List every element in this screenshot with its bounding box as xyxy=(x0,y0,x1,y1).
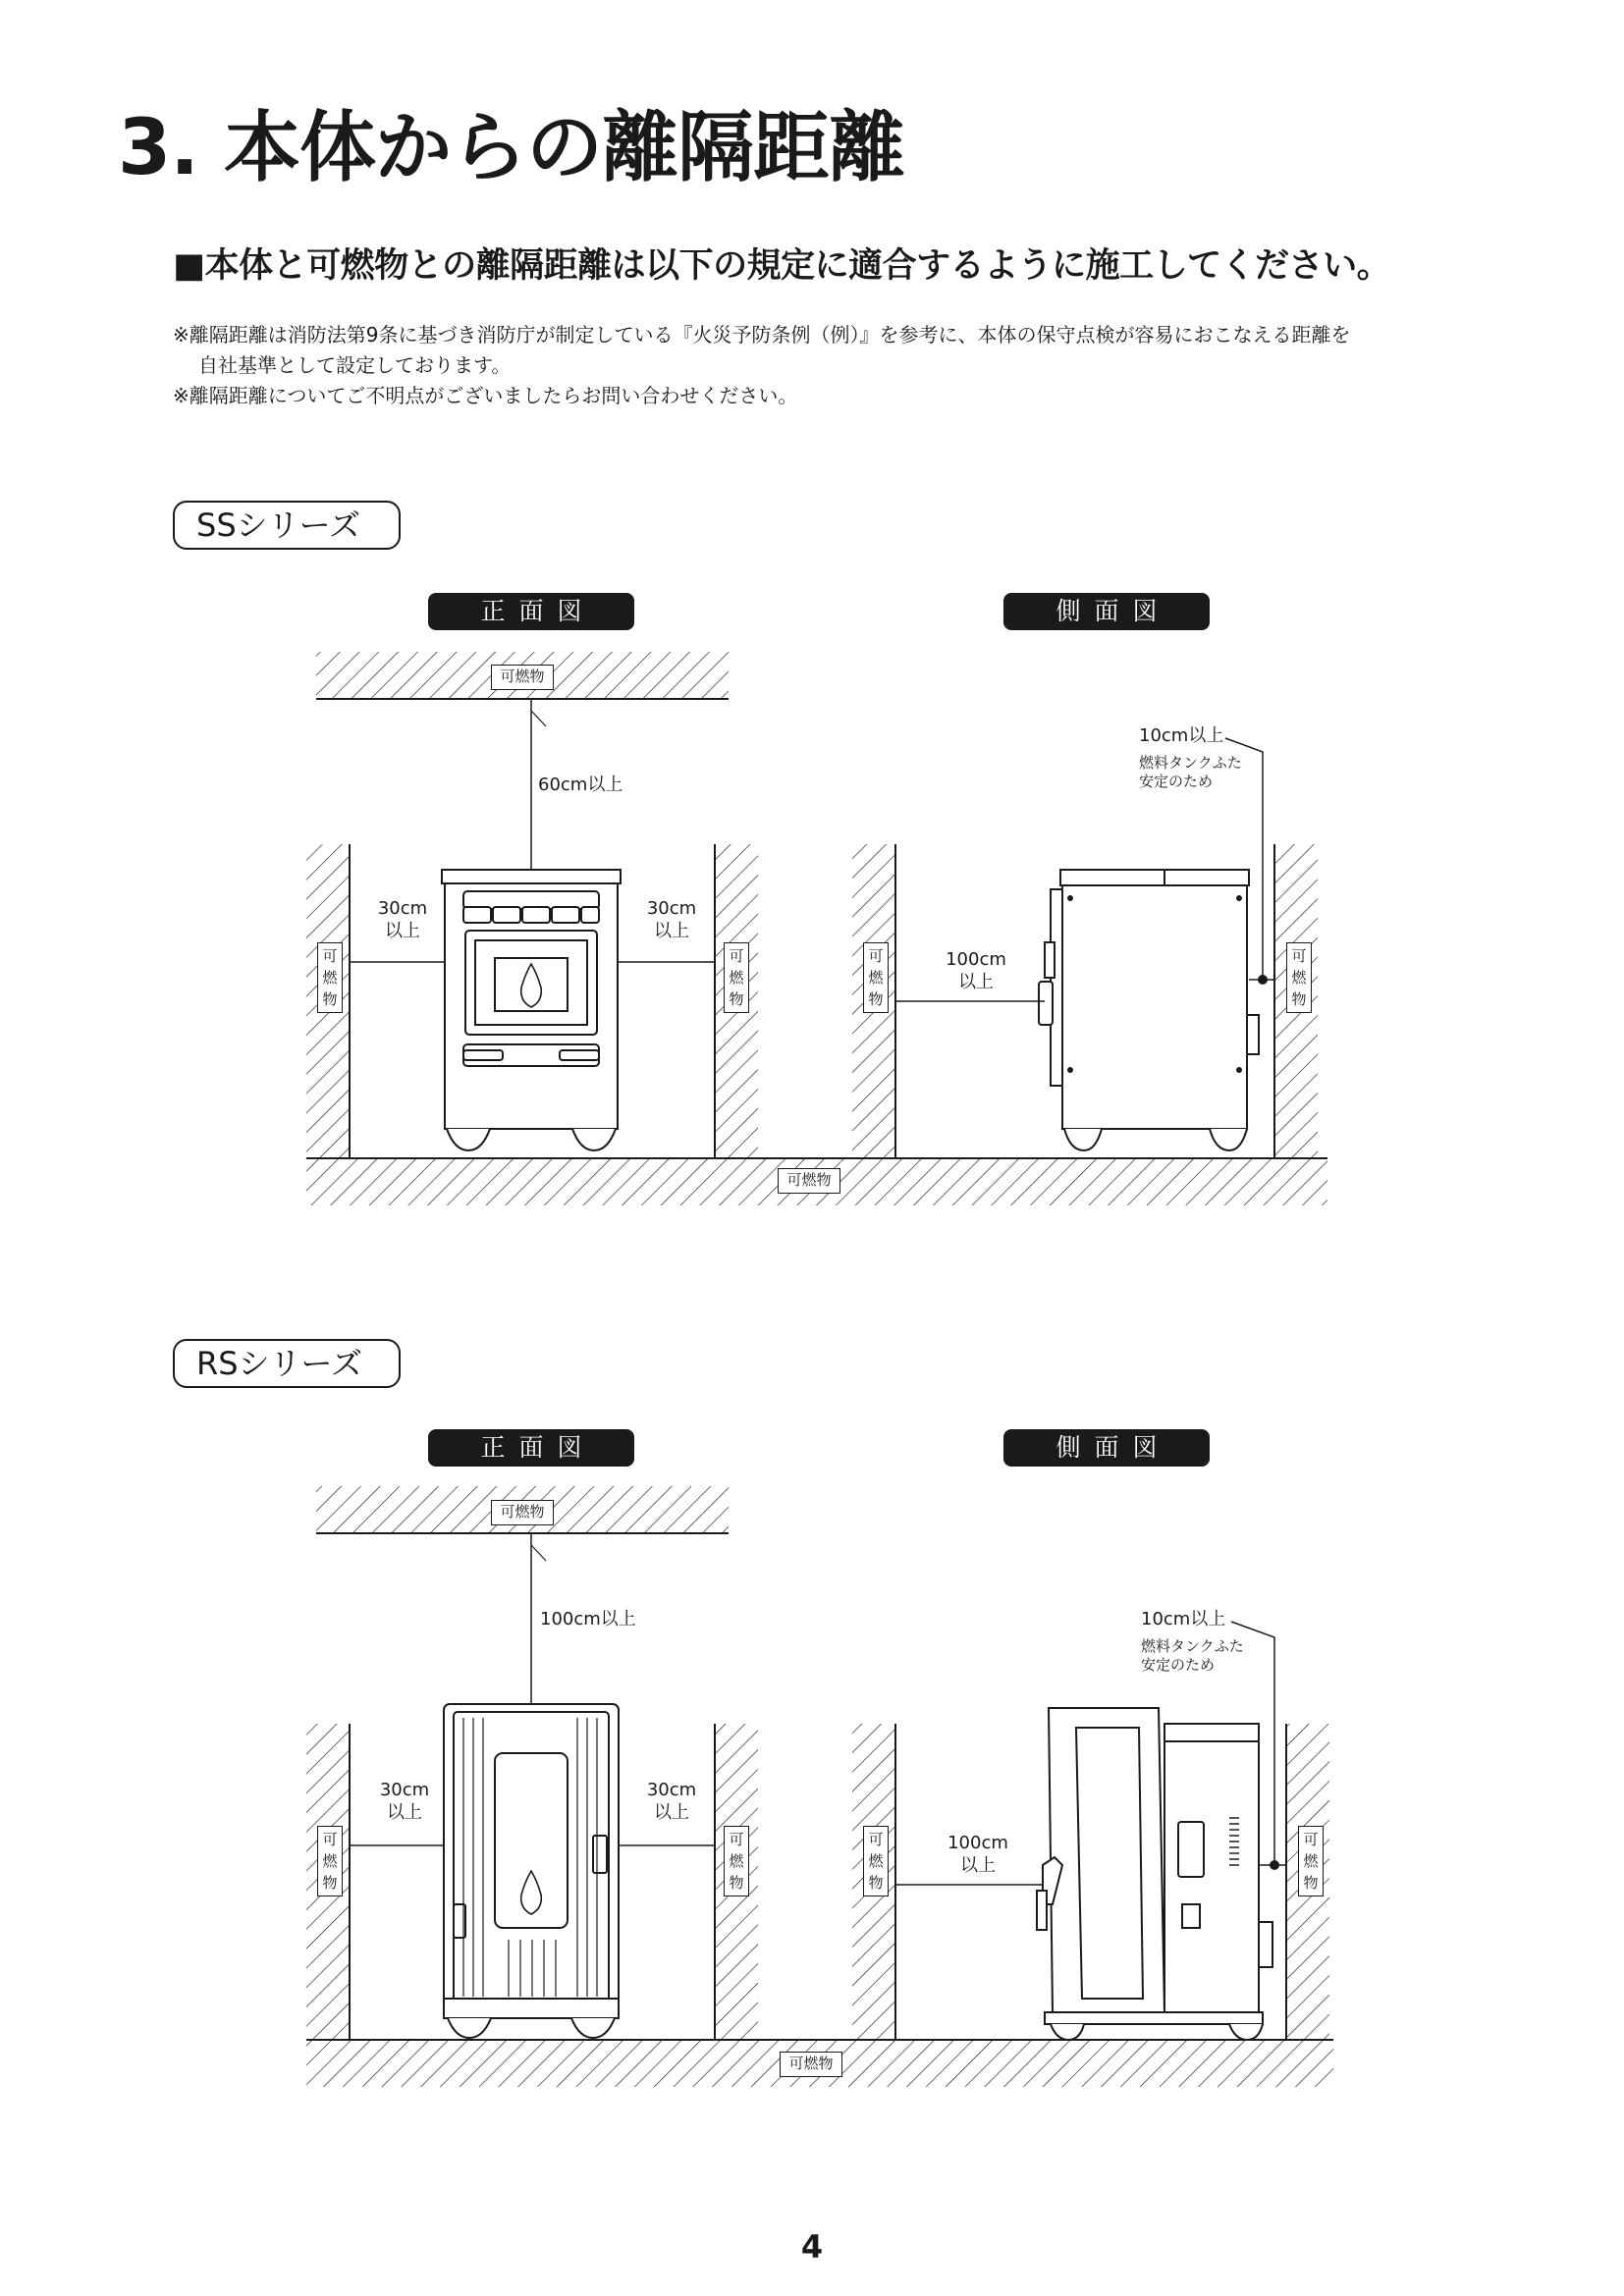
ss-ceiling-combustible-label: 可燃物 xyxy=(491,665,554,690)
ss-side-view-badge: 側面図 xyxy=(1003,593,1210,630)
page-number: 4 xyxy=(800,2228,824,2266)
rs-front-view xyxy=(306,1486,758,2040)
rs-side-clearance-text: 10cm以上 xyxy=(1141,1609,1226,1629)
ss-front-left-combustible-label: 可 燃 物 xyxy=(317,942,343,1013)
ss-side-clearance-text: 10cm以上 xyxy=(1139,725,1224,746)
ss-front-view-badge: 正面図 xyxy=(428,593,634,630)
rs-rear-clearance-text: 100cm 以上 xyxy=(947,1833,1008,1876)
note-2: ※離隔距離についてご不明点がございましたらお問い合わせください。 xyxy=(173,384,798,407)
ss-side-right-combustible-label: 可 燃 物 xyxy=(1286,942,1312,1013)
rs-side-note: 燃料タンクふた 安定のため xyxy=(1141,1637,1244,1674)
page-title: 3. 本体からの離隔距離 xyxy=(118,104,905,192)
rs-front-view-badge: 正面図 xyxy=(428,1429,634,1467)
rs-top-clearance-text: 100cm以上 xyxy=(540,1609,636,1629)
page-subtitle: ■本体と可燃物との離隔距離は以下の規定に適合するように施工してください。 xyxy=(173,246,1391,286)
note-1: ※離隔距離は消防法第9条に基づき消防庁が制定している『火災予防条例（例）』を参考に、本体の保守点検が容易におこなえる距離を xyxy=(173,323,1351,347)
ss-floor-combustible-label: 可燃物 xyxy=(778,1168,840,1194)
note-1-continued: 自社基準として設定しております。 xyxy=(198,353,512,377)
rs-front-left-combustible-label: 可 燃 物 xyxy=(317,1826,343,1896)
ss-side-view xyxy=(852,738,1318,1158)
rs-side-view xyxy=(852,1622,1329,2040)
ss-top-clearance-text: 60cm以上 xyxy=(538,774,623,795)
ss-right-clearance-text: 30cm 以上 xyxy=(646,898,697,941)
rs-stove-side xyxy=(1037,1708,1272,2040)
rs-side-view-badge: 側面図 xyxy=(1003,1429,1210,1467)
ss-side-note: 燃料タンクふた 安定のため xyxy=(1139,754,1242,790)
ss-stove-side xyxy=(1039,870,1259,1150)
rs-top-leader xyxy=(531,1545,546,1561)
rs-series-label: RSシリーズ xyxy=(173,1339,401,1388)
ss-left-clearance-text: 30cm 以上 xyxy=(377,898,428,941)
ss-series-label: SSシリーズ xyxy=(173,501,401,550)
ss-front-right-combustible-label: 可 燃 物 xyxy=(724,942,749,1013)
rs-side-left-combustible-label: 可 燃 物 xyxy=(863,1826,889,1896)
rs-floor-combustible-label: 可燃物 xyxy=(780,2052,842,2077)
ss-stove-front xyxy=(442,870,621,1150)
rs-left-clearance-text: 30cm 以上 xyxy=(379,1780,430,1823)
rs-side-right-combustible-label: 可 燃 物 xyxy=(1298,1826,1324,1896)
ss-side-left-combustible-label: 可 燃 物 xyxy=(863,942,889,1013)
rs-right-clearance-text: 30cm 以上 xyxy=(646,1780,697,1823)
ss-top-leader xyxy=(531,711,546,726)
rs-front-right-combustible-label: 可 燃 物 xyxy=(724,1826,749,1896)
ss-rear-clearance-text: 100cm 以上 xyxy=(946,949,1006,992)
rs-ceiling-combustible-label: 可燃物 xyxy=(491,1500,554,1525)
